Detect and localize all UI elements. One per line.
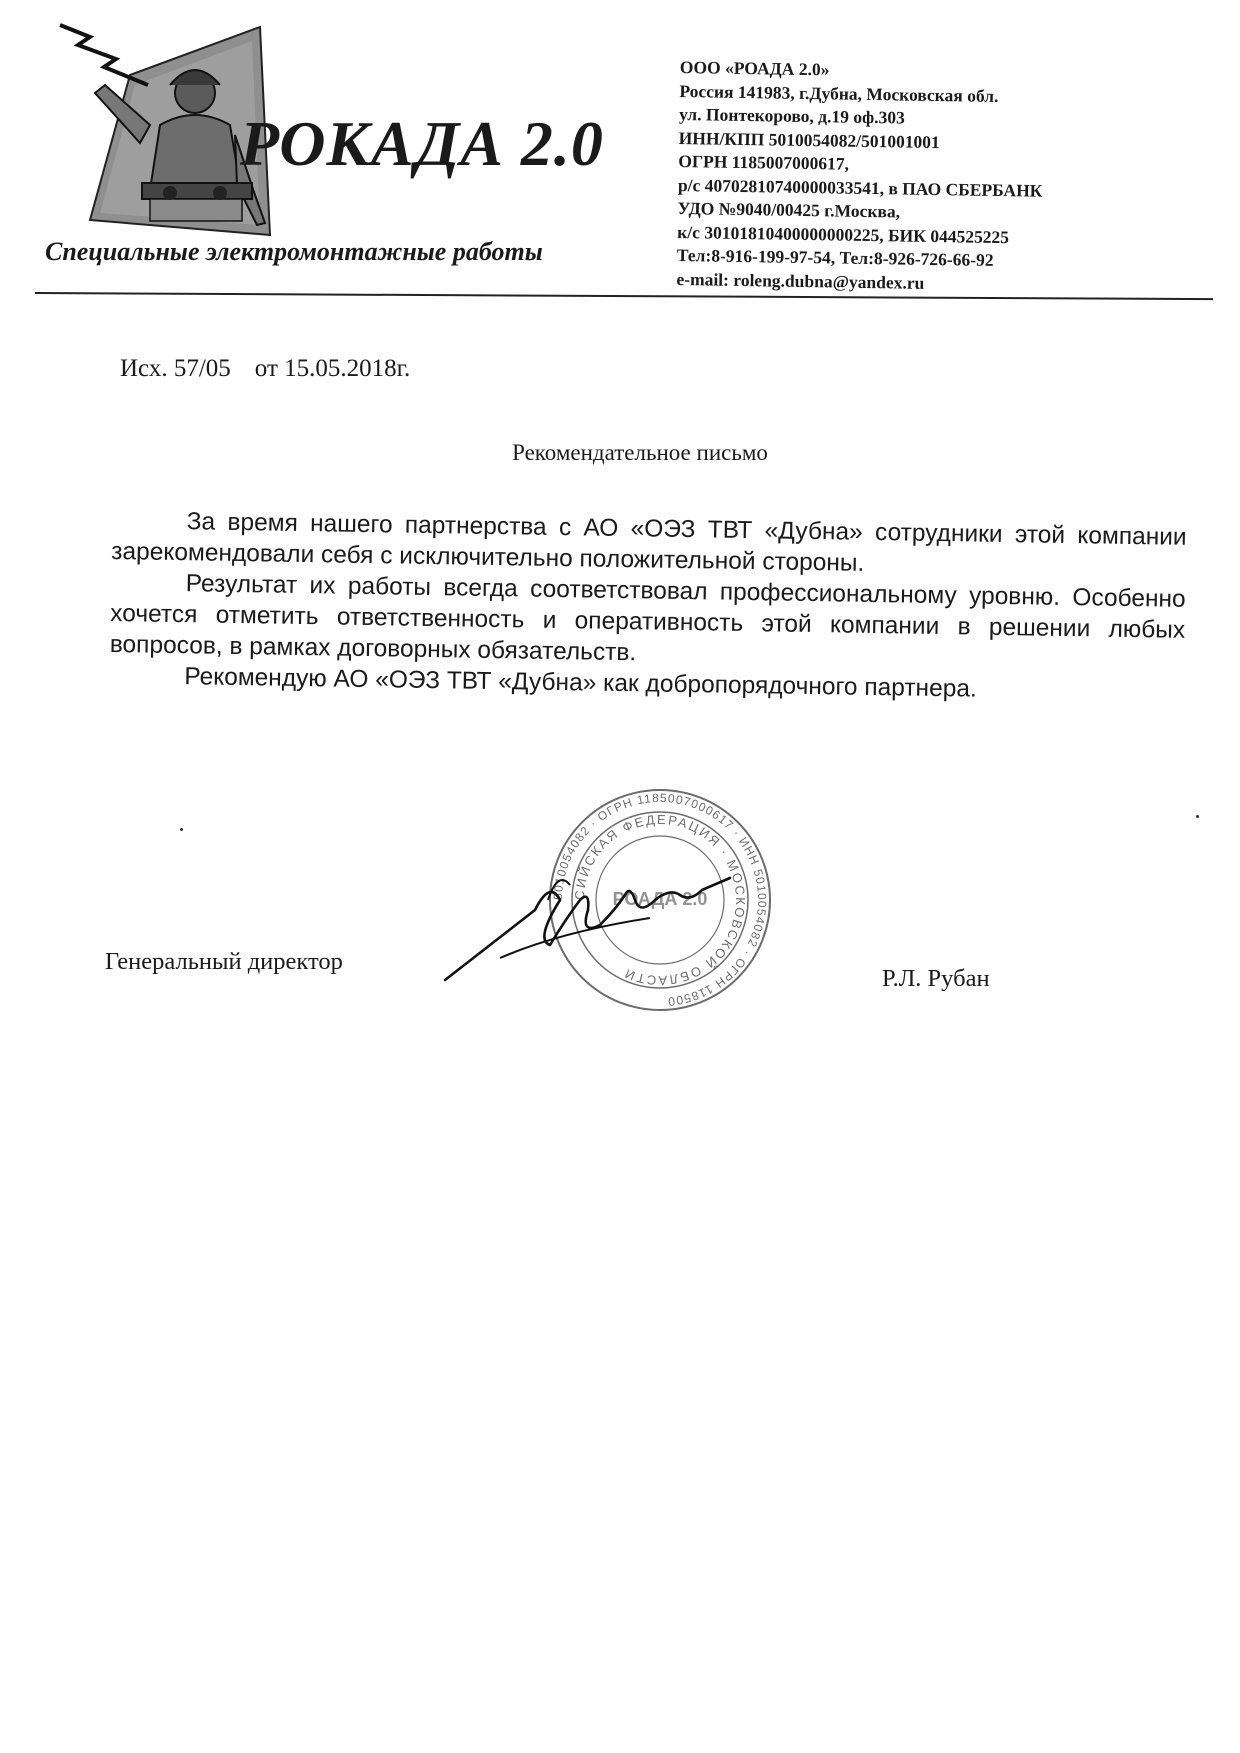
scan-speck [180,828,183,831]
requisite-line: к/с 30101810400000000225, БИК 044525225 [677,221,1010,247]
body-paragraph: Результат их работы всегда соответствовал профессиональному уровню. Особенно хочется отметить ответственность и оперативность этой компании в решении любых вопросов, в рамках договорных обязательств. [109,570,1186,667]
outgoing-number: Исх. 57/05 [120,355,231,382]
body-paragraph: За время нашего партнерства с АО «ОЭЗ ТВТ «Дубна» сотрудники этой компании зарекомендовали себя с исключительно положительной стороны. [111,508,1187,577]
stamp-outer-text: 5010054082 · ОГРН 1185007000617 · ИНН 5010054082 · ОГРН 118500 [550,790,770,1009]
letterhead-logo [30,15,670,285]
requisite-line: р/с 40702810740000033541, в ПАО СБЕРБАНК [677,174,1043,201]
requisite-line: ИНН/КПП 5010054082/501001001 [678,127,940,152]
signer-name: Р.Л. Рубан [882,965,990,992]
stamp-inner-text: СИЙСКАЯ ФЕДЕРАЦИЯ · МОСКОВСКОЙ ОБЛАСТИ [571,811,749,989]
requisite-line: ул. Понтекорово, д.19 оф.303 [678,103,905,128]
requisite-line: УДО №9040/00425 г.Москва, [677,197,901,222]
requisite-line: ОГРН 1185007000617, [678,150,850,174]
requisite-line: ООО «РОАДА 2.0» [679,56,830,80]
signer-position: Генеральный директор [105,948,343,975]
requisite-line: Тел:8-916-199-97-54, Тел:8-926-726-66-92 [676,244,994,270]
document-title: Рекомендательное письмо [512,440,768,465]
body-paragraph: Рекомендую АО «ОЭЗ ТВТ «Дубна» как добропорядочного партнера. [184,663,977,703]
company-requisites [676,56,1220,299]
letter-body [109,505,1187,708]
scan-speck [1196,815,1199,818]
logo-company-name: РОКАДА 2.0 [240,108,604,179]
requisite-line: e-mail: roleng.dubna@yandex.ru [676,268,925,293]
outgoing-date: от 15.05.2018г. [254,355,411,382]
handwritten-signature-icon [440,840,740,990]
letterhead-tagline: Специальные электромонтажные работы [45,237,543,266]
requisite-line: Россия 141983, г.Дубна, Московская обл. [679,80,999,106]
outgoing-reference [120,355,410,383]
stamp-center-text: РОАДА 2.0 [612,889,708,909]
